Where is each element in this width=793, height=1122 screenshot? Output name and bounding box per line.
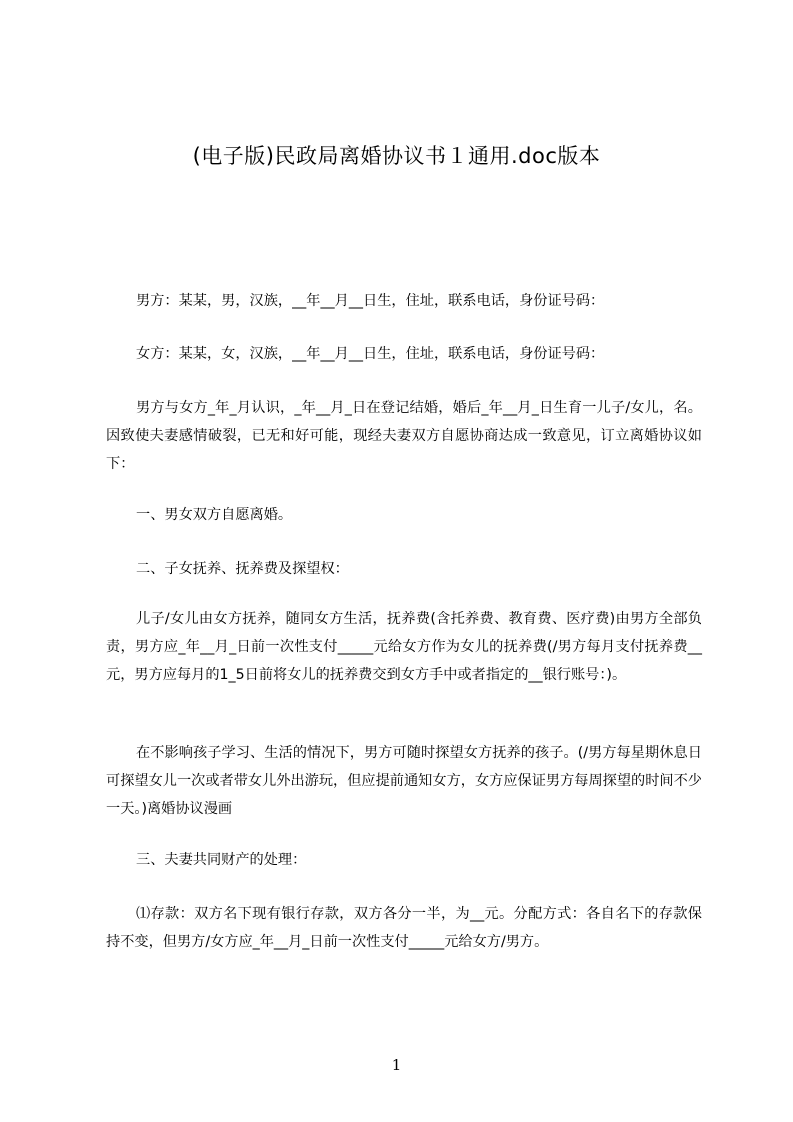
paragraph-deposits: ⑴存款：双方名下现有银行存款，双方各分一半，为__元。分配方式：各自名下的存款保持不变，但男方/女方应_年__月_日前一次性支付_____元给女方/男方。 <box>106 906 702 950</box>
paragraph-female-party: 女方：某某，女，汉族，__年__月__日生，住址，联系电话，身份证号码： <box>136 346 605 362</box>
paragraph-child-support: 儿子/女儿由女方抚养，随同女方生活，抚养费(含托养费、教育费、医疗费)由男方全部负责，男方应_年__月_日前一次性支付_____元给女方作为女儿的抚养费(/男方每月支付抚养费__元，男方应每月的1_5日前将女儿的抚养费交到女方手中或者指定的__银行账号：)。 <box>106 611 702 683</box>
paragraph-clause-2-heading: 二、子女抚养、抚养费及探望权： <box>136 561 349 577</box>
paragraph-background: 男方与女方_年_月认识，_年__月_日在登记结婚，婚后_年__月_日生育一儿子/女儿，名。因致使夫妻感情破裂，已无和好可能，现经夫妻双方自愿协商达成一致意见，订立离婚协议如下： <box>106 400 702 472</box>
page-number: 1 <box>391 1056 402 1074</box>
paragraph-clause-3-heading: 三、夫妻共同财产的处理： <box>136 852 307 868</box>
paragraph-clause-1: 一、男女双方自愿离婚。 <box>136 507 293 523</box>
document-title: (电子版)民政局离婚协议书１通用.doc版本 <box>192 144 601 168</box>
paragraph-visitation: 在不影响孩子学习、生活的情况下，男方可随时探望女方抚养的孩子。(/男方每星期休息日可探望女儿一次或者带女儿外出游玩，但应提前通知女方，女方应保证男方每周探望的时间不少一天。)离婚协议漫画 <box>106 745 702 817</box>
paragraph-male-party: 男方：某某，男，汉族，__年__月__日生，住址，联系电话，身份证号码： <box>136 293 605 309</box>
